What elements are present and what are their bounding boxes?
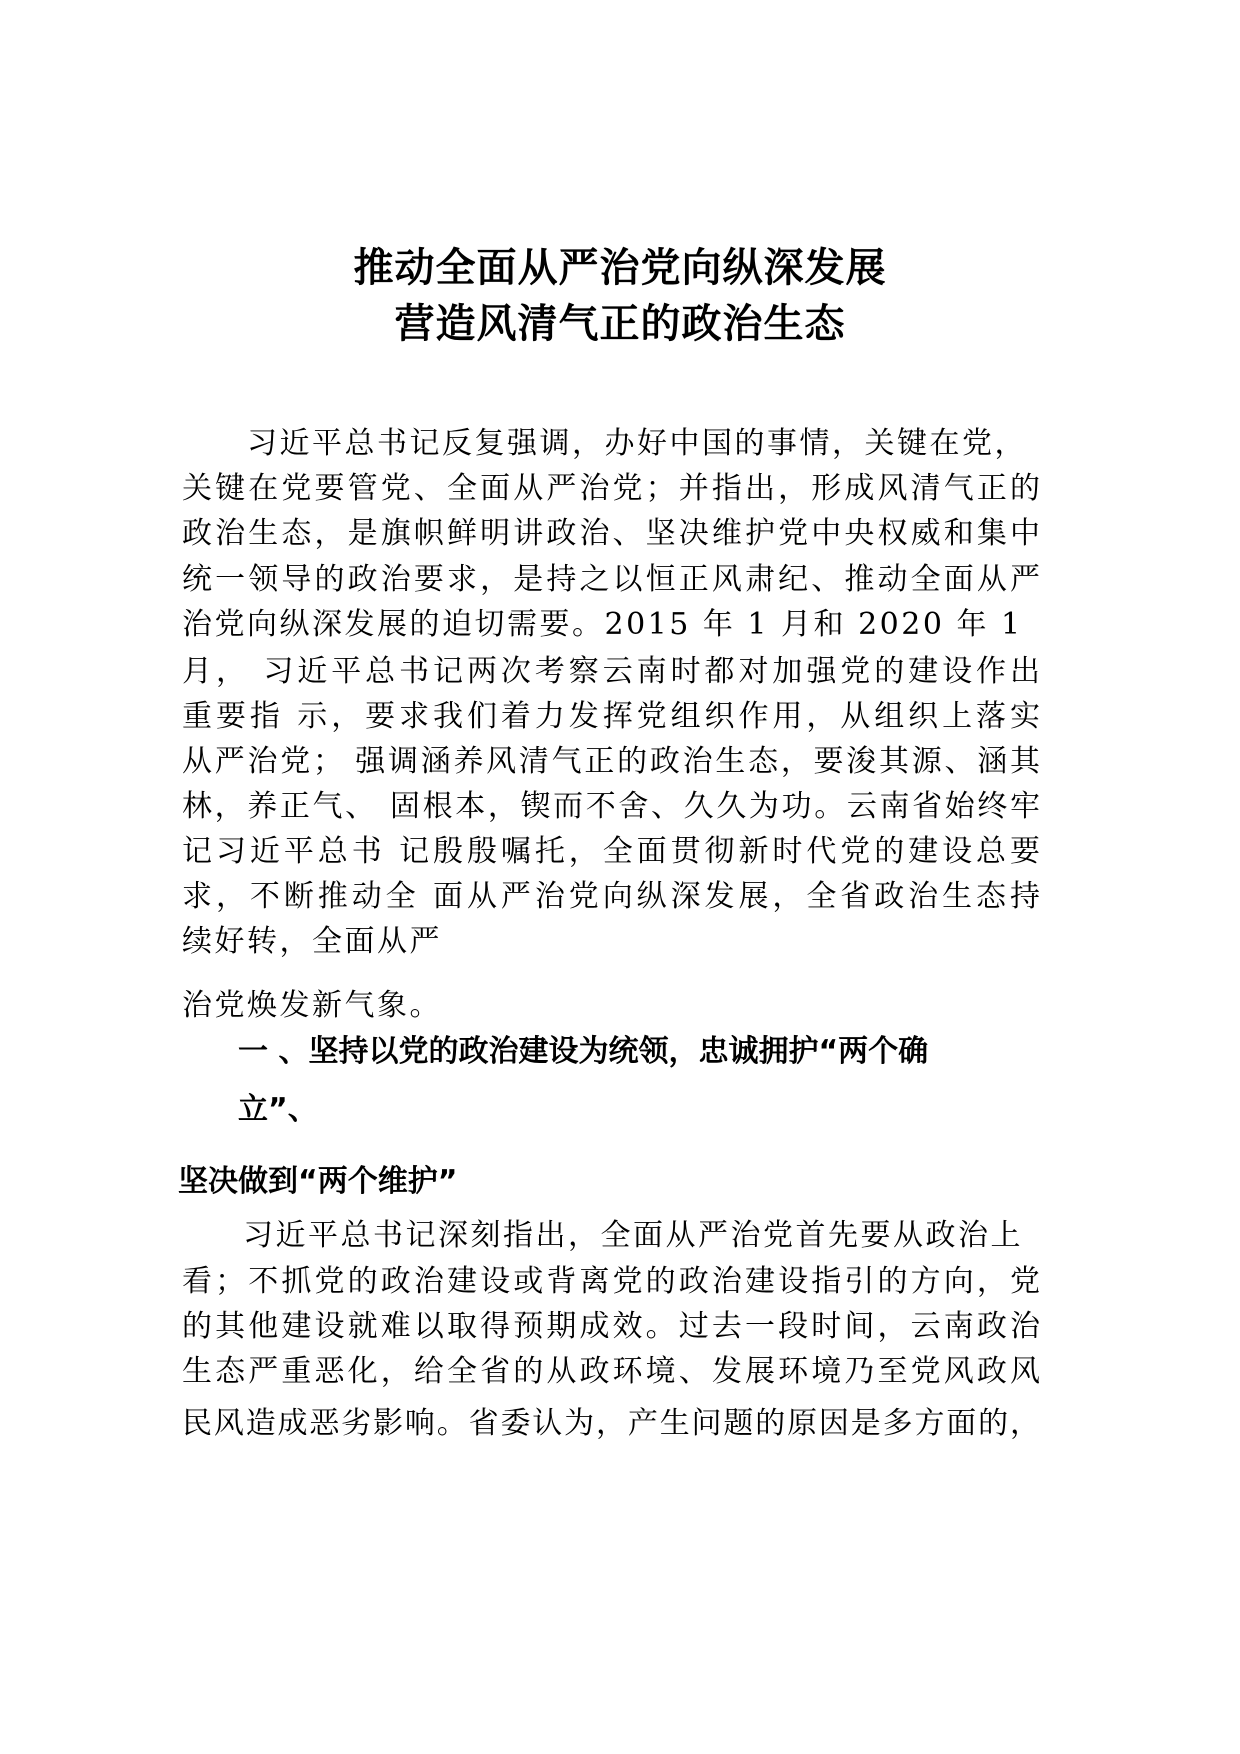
paragraph-2-line: 的其他建设就难以取得预期成效。过去一段时间，云南政治 xyxy=(182,1309,1040,1344)
paragraph-1-line: 月， 习近平总书记两次考察云南时都对加强党的建设作出 xyxy=(182,654,1040,689)
paragraph-1-line: 治党向纵深发展的迫切需要。2015 年 1 月和 2020 年 1 xyxy=(182,607,1023,642)
section-heading-line: 坚决做到“两个维护” xyxy=(178,1164,458,1199)
paragraph-2-line: 习近平总书记深刻指出，全面从严治党首先要从政治上 xyxy=(243,1218,1023,1253)
paragraph-1-line: 求，不断推动全 面从严治党向纵深发展，全省政治生态持 xyxy=(182,879,1040,914)
section-heading-line: 一 、坚持以党的政治建设为统领，忠诚拥护“两个确 xyxy=(238,1034,929,1069)
paragraph-1-line: 治党焕发新气象。 xyxy=(182,988,442,1023)
paragraph-1-line: 政治生态，是旗帜鲜明讲政治、坚决维护党中央权威和集中 xyxy=(182,516,1040,551)
paragraph-2-line: 生态严重恶化，给全省的从政环境、发展环境乃至党风政风 xyxy=(182,1354,1040,1389)
paragraph-1-line: 林，养正气、 固根本，锲而不舍、久久为功。云南省始终牢 xyxy=(182,789,1040,824)
paragraph-1-line: 统一领导的政治要求，是持之以恒正风肃纪、推动全面从严 xyxy=(182,562,1040,597)
paragraph-1-line: 续好转，全面从严 xyxy=(182,924,442,959)
paragraph-1-line: 重要指 示，要求我们着力发挥党组织作用，从组织上落实 xyxy=(182,699,1040,734)
title-line-1: 推动全面从严治党向纵深发展 xyxy=(353,245,887,291)
document-title xyxy=(0,240,1240,352)
section-heading-line: 立”、 xyxy=(238,1092,318,1127)
title-line-2: 营造风清气正的政治生态 xyxy=(394,301,846,347)
paragraph-1-line: 从严治党； 强调涵养风清气正的政治生态，要浚其源、涵其 xyxy=(182,744,1040,779)
paragraph-1-line: 习近平总书记反复强调，办好中国的事情，关键在党， xyxy=(247,426,1027,461)
paragraph-1-line: 记习近平总书 记殷殷嘱托，全面贯彻新时代党的建设总要 xyxy=(182,834,1040,869)
paragraph-2-line: 民风造成恶劣影响。省委认为，产生问题的原因是多方面的， xyxy=(182,1406,1040,1441)
paragraph-2-line: 看；不抓党的政治建设或背离党的政治建设指引的方向，党 xyxy=(182,1264,1040,1299)
paragraph-1-line: 关键在党要管党、全面从严治党；并指出，形成风清气正的 xyxy=(182,471,1040,506)
